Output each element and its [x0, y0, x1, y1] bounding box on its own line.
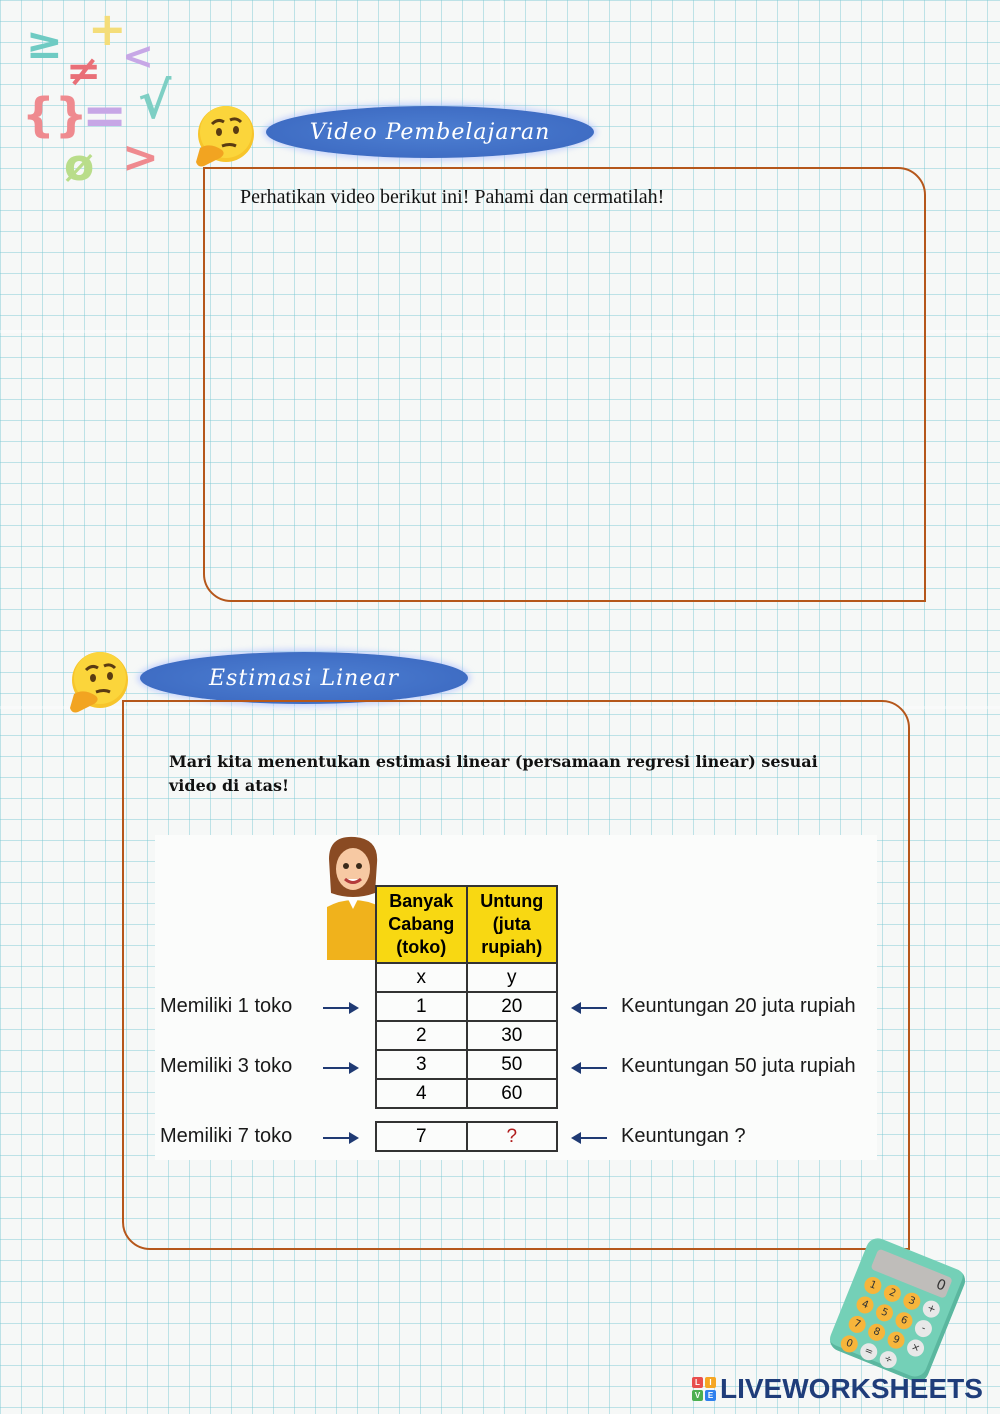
header-x-line-2: Cabang: [388, 914, 455, 934]
calculator-display: 0: [870, 1248, 952, 1298]
cell-x: 1: [376, 992, 467, 1021]
left-arrow-icon: [573, 1067, 607, 1069]
estimasi-instruction: Mari kita menentukan estimasi linear (persamaan regresi linear) sesuai video di atas!: [169, 752, 818, 795]
empty-set-icon: ø: [64, 140, 95, 191]
calculator-key: 9: [885, 1329, 907, 1351]
math-symbols-decoration: [18, 2, 198, 198]
brand-logo-letter: I: [705, 1377, 716, 1388]
left-arrow-icon: [573, 1137, 607, 1139]
liveworksheets-logo: [692, 1372, 983, 1406]
braces-icon: {}: [22, 88, 88, 142]
brand-logo-letter: L: [692, 1377, 703, 1388]
data-table: [375, 885, 558, 1109]
calculator-key: 1: [862, 1274, 884, 1296]
video-content-box: [203, 167, 926, 602]
calculator-key: =: [858, 1341, 880, 1363]
variable-y: y: [467, 963, 557, 992]
calculator-key: 6: [893, 1310, 915, 1332]
header-y-line-3: rupiah): [481, 937, 543, 957]
greater-than-icon: >: [122, 132, 159, 183]
left-arrow-icon: [573, 1007, 607, 1009]
cell-x: 4: [376, 1079, 467, 1108]
calculator-key: -: [912, 1318, 934, 1340]
query-y: ?: [467, 1122, 558, 1151]
brand-logo-mark: [692, 1377, 716, 1401]
calculator-key: 4: [854, 1294, 876, 1316]
calculator-key: 5: [873, 1302, 895, 1324]
left-label: Memiliki 7 toko: [160, 1125, 293, 1147]
calculator-key: 8: [866, 1321, 888, 1343]
video-instruction: Perhatikan video berikut ini! Pahami dan cermatilah!: [240, 186, 665, 208]
header-y-line-2: (juta: [492, 914, 531, 934]
brand-logo-letter: V: [692, 1390, 703, 1401]
section-title-estimasi: [140, 652, 468, 704]
brand-name: LIVEWORKSHEETS: [720, 1373, 983, 1404]
right-label: Keuntungan ?: [621, 1125, 746, 1147]
query-x: 7: [376, 1122, 467, 1151]
section-title-video-text: Video Pembelajaran: [309, 119, 551, 145]
cell-y: 20: [467, 992, 557, 1021]
left-label: Memiliki 1 toko: [160, 995, 293, 1017]
right-arrow-icon: [323, 1137, 357, 1139]
calculator-key: 3: [901, 1290, 923, 1312]
header-x-line-3: (toko): [396, 937, 447, 957]
calculator-key: ÷: [877, 1349, 899, 1371]
header-untung: [467, 886, 557, 963]
section-title-video: [266, 106, 594, 158]
cell-y: 30: [467, 1021, 557, 1050]
equals-icon: =: [82, 84, 128, 147]
query-table: [375, 1121, 558, 1152]
cell-x: 3: [376, 1050, 467, 1079]
left-label: Memiliki 3 toko: [160, 1055, 293, 1077]
cell-y: 50: [467, 1050, 557, 1079]
thinking-face-icon: [192, 102, 260, 170]
calculator-icon: [826, 1235, 968, 1386]
right-arrow-icon: [323, 1067, 357, 1069]
right-arrow-icon: [323, 1007, 357, 1009]
calculator-key: 0: [838, 1333, 860, 1355]
cell-y: 60: [467, 1079, 557, 1108]
cell-x: 2: [376, 1021, 467, 1050]
calculator-key: ×: [905, 1337, 927, 1359]
greater-equal-icon: ≥: [26, 18, 63, 69]
calculator-key: 7: [846, 1313, 868, 1335]
header-x-line-1: Banyak: [389, 891, 454, 911]
header-banyak-cabang: [376, 886, 467, 963]
brand-logo-letter: E: [705, 1390, 716, 1401]
right-label: Keuntungan 50 juta rupiah: [621, 1055, 856, 1077]
plus-icon: +: [88, 2, 127, 56]
header-y-line-1: Untung: [480, 891, 544, 911]
less-than-icon: <: [122, 34, 154, 78]
square-root-icon: √: [138, 72, 172, 130]
section-title-estimasi-text: Estimasi Linear: [209, 665, 399, 691]
calculator-key: 2: [881, 1282, 903, 1304]
right-label: Keuntungan 20 juta rupiah: [621, 995, 856, 1017]
variable-x: x: [376, 963, 467, 992]
regression-table-figure: [155, 835, 877, 1160]
not-equal-icon: ≠: [66, 46, 102, 95]
calculator-key: +: [920, 1298, 942, 1320]
